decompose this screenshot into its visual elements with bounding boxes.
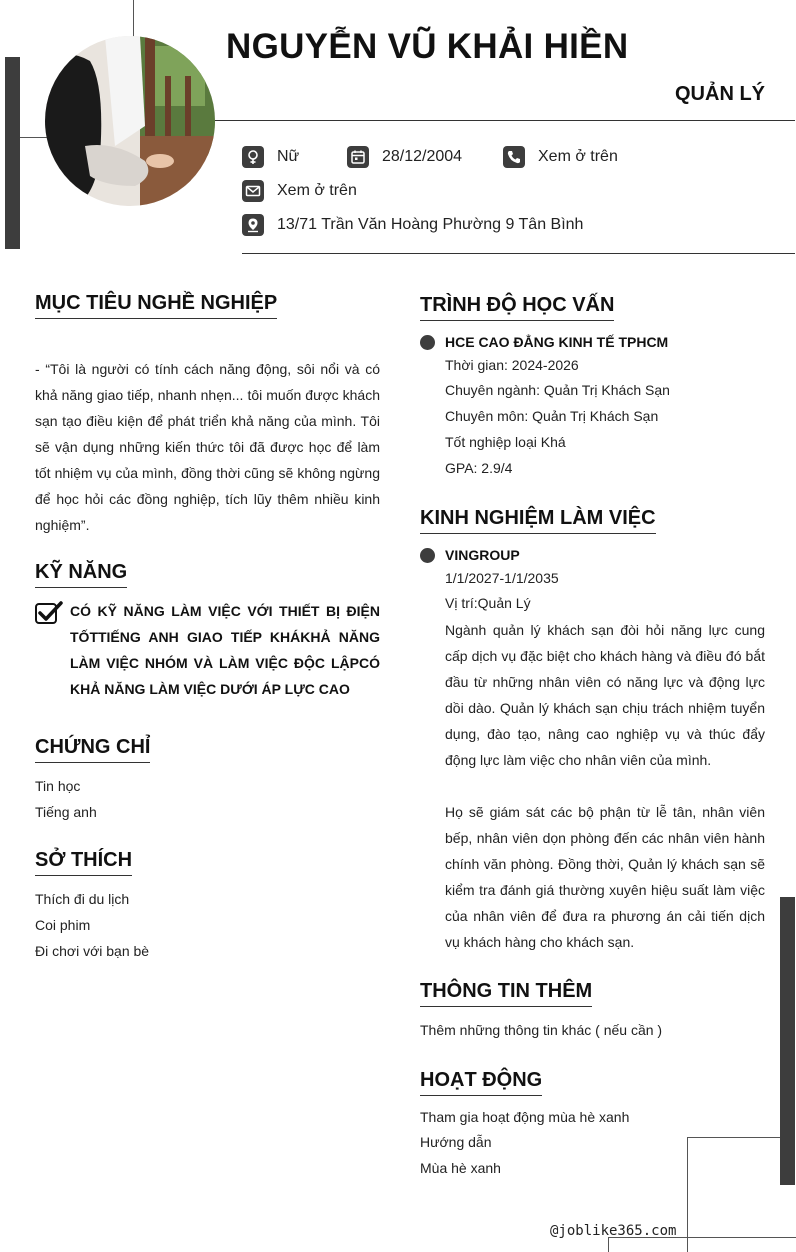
additional-title: THÔNG TIN THÊM (420, 980, 592, 1007)
email-icon (242, 180, 264, 202)
hobby-item: Coi phim (35, 917, 91, 933)
birthdate-info (347, 146, 462, 168)
education-line: GPA: 2.9/4 (445, 460, 513, 476)
certificates-title: CHỨNG CHỈ (35, 736, 150, 763)
header-divider (215, 120, 795, 121)
hobbies-title: SỞ THÍCH (35, 849, 132, 876)
certificate-item: Tiếng anh (35, 804, 97, 820)
education-line: Chuyên ngành: Quản Trị Khách Sạn (445, 382, 670, 398)
education-bullet (420, 335, 435, 350)
education-line: Chuyên môn: Quản Trị Khách Sạn (445, 408, 659, 424)
objective-text: - “Tôi là người có tính cách năng động, sôi nổi và có khả năng giao tiếp, nhanh nhẹn... tôi muốn được khách sạn tạo điều kiện để phát triển khả năng của mình. Tôi sẽ vận dụng những kiến thức tôi đã được học để làm tốt nhiệm vụ của mình, đồng thời cũng sẽ không ngừng để học hỏi các đồng nghiệp, tích lũy thêm nhiều kinh nghiệm”. (35, 361, 380, 533)
skills-text: CÓ KỸ NĂNG LÀM VIỆC VỚI THIẾT BỊ ĐIỆN TỐTTIẾNG ANH GIAO TIẾP KHÁKHẢ NĂNG LÀM VIỆC NHÓM VÀ LÀM VIỆC ĐỘC LẬPCÓ KHẢ NĂNG LÀM VIỆC DƯỚI ÁP LỰC CAO (70, 603, 380, 697)
phone-value: Xem ở trên (538, 148, 618, 165)
experience-title: KINH NGHIỆM LÀM VIỆC (420, 507, 656, 534)
activity-item: Mùa hè xanh (420, 1160, 501, 1176)
objective-title: MỤC TIÊU NGHỀ NGHIỆP (35, 292, 277, 319)
gender-value: Nữ (277, 148, 300, 165)
activity-item: Tham gia hoạt động mùa hè xanh (420, 1109, 630, 1125)
candidate-name: NGUYỄN VŨ KHẢI HIỀN (226, 27, 629, 66)
top-divider-line (133, 0, 134, 40)
footer-watermark: @joblike365.com (550, 1223, 677, 1239)
email-info (242, 180, 357, 202)
right-accent-bar (780, 897, 795, 1185)
phone-icon (503, 146, 525, 168)
experience-bullet (420, 548, 435, 563)
left-accent-bar (5, 57, 20, 249)
school-name: HCE CAO ĐẲNG KINH TẾ TPHCM (445, 334, 669, 350)
birthdate-value: 28/12/2004 (382, 148, 463, 165)
corner-frame (687, 1137, 780, 1252)
experience-period: 1/1/2027-1/1/2035 (445, 570, 559, 586)
info-divider (242, 253, 795, 254)
bottom-tick-line (608, 1237, 609, 1252)
calendar-icon (347, 146, 369, 168)
gender-info (242, 146, 299, 168)
email-value: Xem ở trên (277, 182, 357, 199)
certificate-item: Tin học (35, 778, 81, 794)
phone-info (503, 146, 618, 168)
hobby-item: Thích đi du lịch (35, 891, 130, 907)
activities-title: HOẠT ĐỘNG (420, 1069, 542, 1096)
address-info (242, 214, 583, 236)
location-icon (242, 214, 264, 236)
experience-role: Vị trí:Quản Lý (445, 595, 531, 611)
company-name: VINGROUP (445, 547, 520, 563)
hobby-item: Đi chơi với bạn bè (35, 943, 150, 959)
education-line: Tốt nghiệp loại Khá (445, 434, 566, 450)
checkbox-checked-icon (35, 601, 63, 625)
experience-description: Ngành quản lý khách sạn đòi hỏi năng lực cung cấp dịch vụ đặc biệt cho khách hàng và điều đó bắt đầu từ những nhân viên có năng lực và động lực dồi dào. Quản lý khách sạn chịu trách nhiệm tuyển dụng, đào tạo, nâng cao nghiệp vụ và thúc đẩy động lực làm việc cho nhân viên của mình. (445, 622, 765, 768)
profile-photo-illustration (45, 36, 215, 206)
experience-description: Họ sẽ giám sát các bộ phận từ lễ tân, nhân viên bếp, nhân viên dọn phòng đến các nhân viên hành chính văn phòng. Đồng thời, Quản lý khách sạn sẽ kiểm tra đánh giá thường xuyên hiệu suất làm việc của nhân viên để đưa ra phương án cải tiến dịch vụ khách hàng cho khách sạn. (445, 804, 765, 950)
additional-text: Thêm những thông tin khác ( nếu cần ) (420, 1022, 663, 1038)
education-title: TRÌNH ĐỘ HỌC VẤN (420, 294, 614, 321)
activity-item: Hướng dẫn (420, 1134, 492, 1150)
candidate-position: QUẢN LÝ (675, 83, 765, 105)
education-line: Thời gian: 2024-2026 (445, 357, 579, 373)
skills-title: KỸ NĂNG (35, 561, 127, 588)
gender-icon (242, 146, 264, 168)
address-value: 13/71 Trần Văn Hoàng Phường 9 Tân Bình (277, 216, 584, 233)
photo-divider-line (20, 137, 50, 138)
profile-photo (45, 36, 215, 206)
